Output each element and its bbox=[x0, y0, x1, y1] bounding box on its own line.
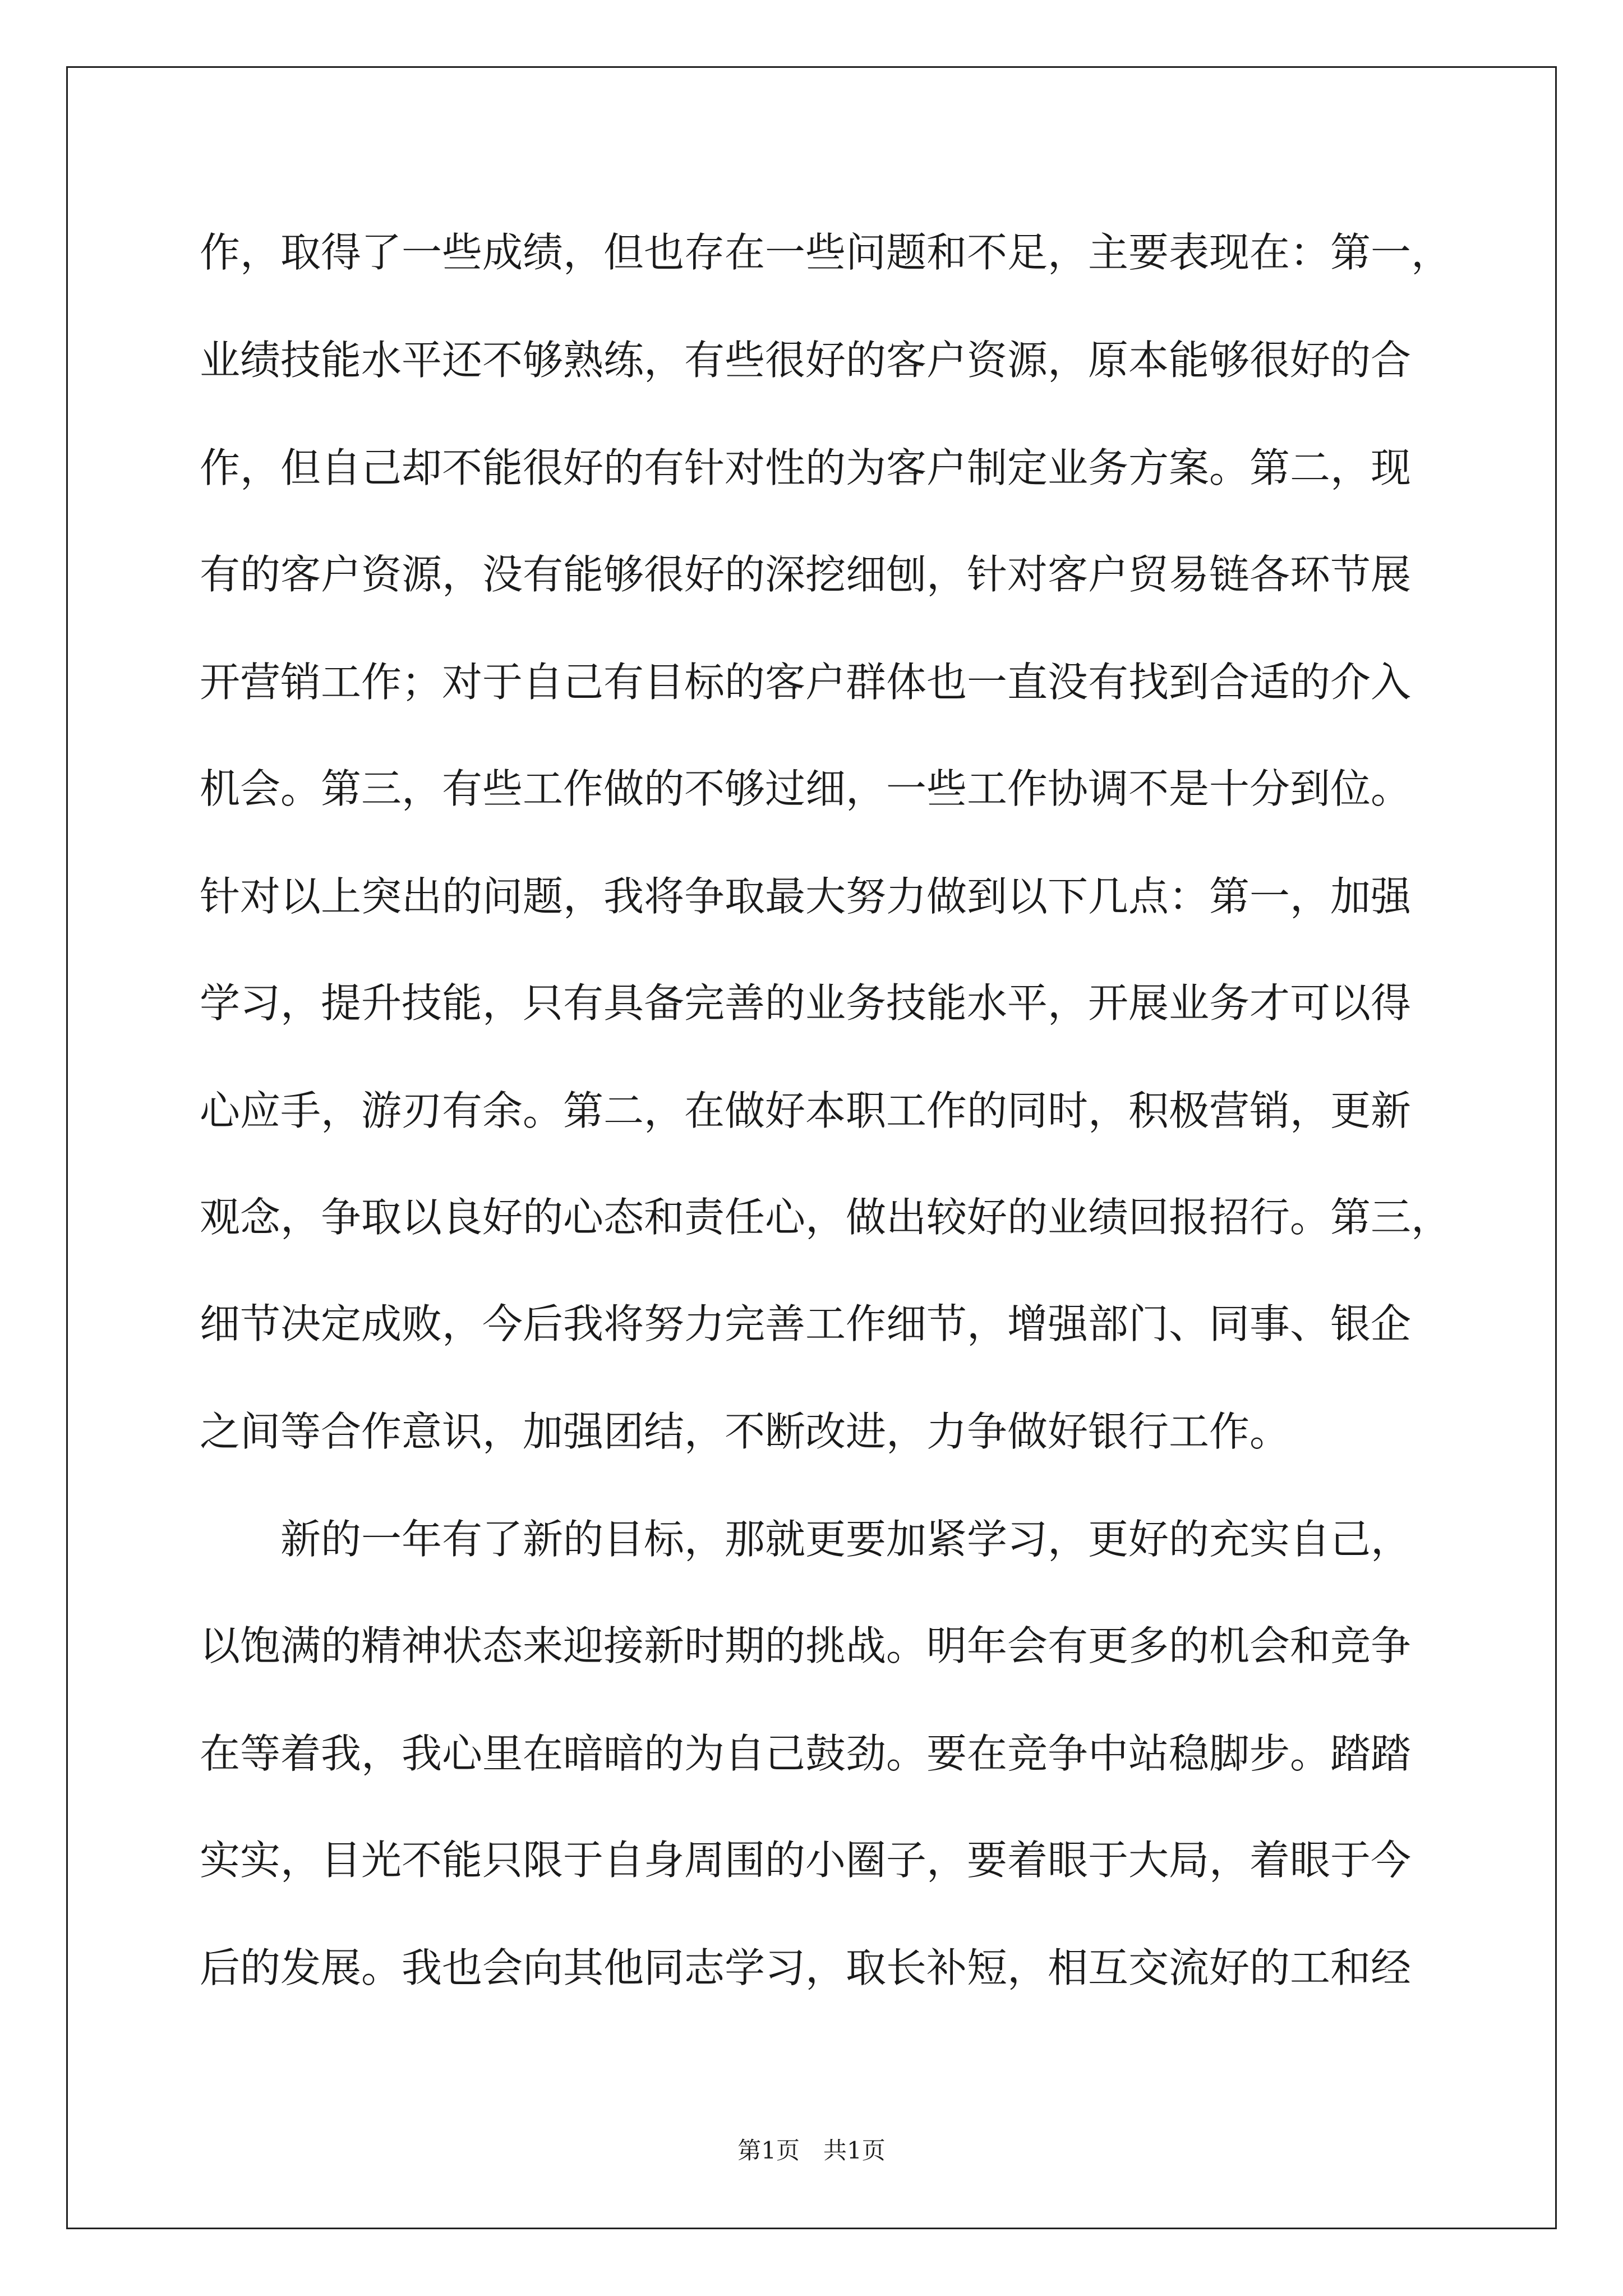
body-line-1: 作，取得了一些成绩，但也存在一些问题和不足，主要表现在：第一， bbox=[200, 229, 1452, 276]
page-footer: 第1页 共1页 bbox=[737, 2137, 886, 2164]
body-line-8: 学习，提升技能，只有具备完善的业务技能水平，开展业务才可以得 bbox=[200, 979, 1412, 1027]
body-line-10: 观念，争取以良好的心态和责任心，做出较好的业绩回报招行。第三， bbox=[200, 1194, 1452, 1241]
body-line-4: 有的客户资源，没有能够很好的深挖细刨，针对客户贸易链各环节展 bbox=[200, 551, 1412, 598]
body-line-5: 开营销工作；对于自己有目标的客户群体也一直没有找到合适的介入 bbox=[200, 659, 1412, 706]
body-line-16: 实实，目光不能只限于自身周围的小圈子，要着眼于大局，着眼于今 bbox=[200, 1837, 1412, 1884]
body-line-17: 后的发展。我也会向其他同志学习，取长补短，相互交流好的工和经 bbox=[200, 1944, 1412, 1991]
body-line-12: 之间等合作意识，加强团结，不断改进，力争做好银行工作。 bbox=[200, 1408, 1290, 1455]
body-line-6: 机会。第三，有些工作做的不够过细，一些工作协调不是十分到位。 bbox=[200, 765, 1412, 812]
body-line-9: 心应手，游刃有余。第二，在做好本职工作的同时，积极营销，更新 bbox=[200, 1087, 1412, 1134]
body-line-14: 以饱满的精神状态来迎接新时期的挑战。明年会有更多的机会和竞争 bbox=[200, 1622, 1412, 1669]
body-line-7: 针对以上突出的问题，我将争取最大努力做到以下几点：第一，加强 bbox=[200, 873, 1412, 920]
body-line-2: 业绩技能水平还不够熟练，有些很好的客户资源，原本能够很好的合 bbox=[200, 337, 1412, 384]
page-border bbox=[66, 66, 1557, 2229]
body-line-15: 在等着我，我心里在暗暗的为自己鼓劲。要在竞争中站稳脚步。踏踏 bbox=[200, 1730, 1412, 1777]
body-line-3: 作，但自己却不能很好的有针对性的为客户制定业务方案。第二，现 bbox=[200, 444, 1412, 491]
body-line-13: 新的一年有了新的目标，那就更要加紧学习，更好的充实自己， bbox=[200, 1516, 1412, 1563]
body-line-11: 细节决定成败，今后我将努力完善工作细节，增强部门、同事、银企 bbox=[200, 1300, 1412, 1347]
